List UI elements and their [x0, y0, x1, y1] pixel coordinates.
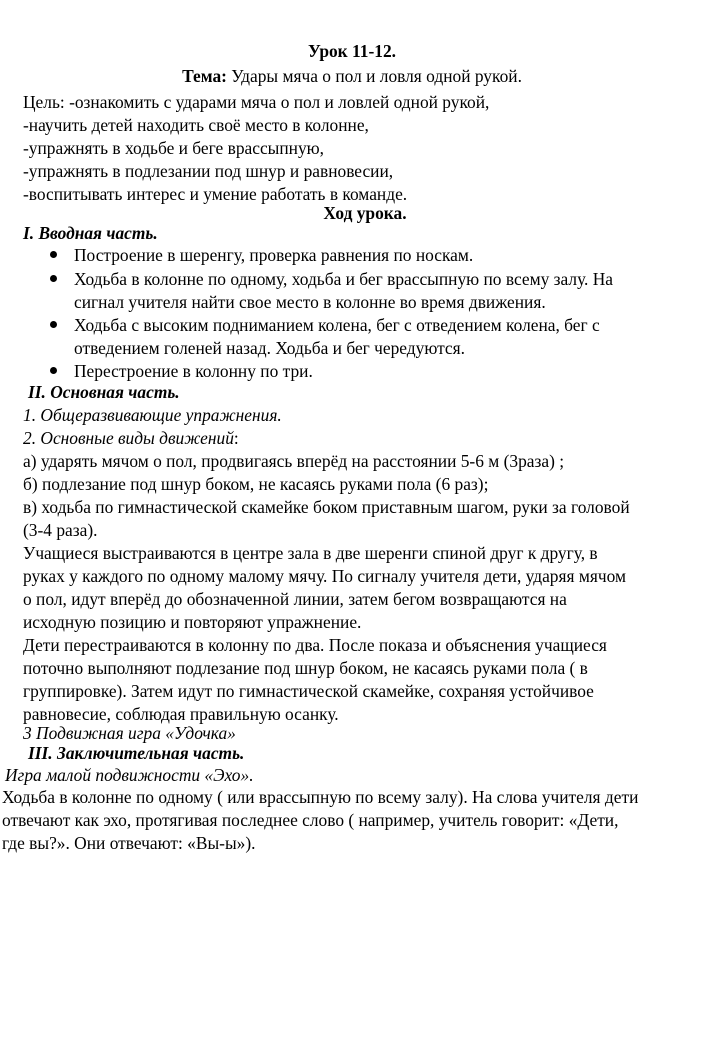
bullet-icon — [50, 275, 57, 282]
part3-game: Игра малой подвижности «Эхо». — [5, 765, 254, 785]
lesson-topic — [0, 65, 704, 87]
list-item: Ходьба с высоким подниманием колена, бег с отведением колена, бег с — [74, 315, 600, 335]
topic-label: Тема: — [182, 66, 227, 86]
paragraph-line: где вы?». Они отвечают: «Вы-ы»). — [2, 833, 256, 853]
part2-sub2-colon: : — [233, 428, 239, 448]
paragraph-line: отвечают как эхо, протягивая последнее слово ( например, учитель говорит: «Дети, — [2, 810, 619, 830]
goal-line: -воспитывать интерес и умение работать в команде. — [23, 184, 408, 204]
goal-line: -упражнять в подлезании под шнур и равновесии, — [23, 161, 394, 181]
part1-heading: I. Вводная часть. — [23, 223, 158, 243]
bullet-icon — [50, 367, 57, 374]
paragraph-line: Ходьба в колонне по одному ( или врассыпную по всему залу). На слова учителя дети — [2, 787, 639, 807]
part2-game: 3 Подвижная игра «Удочка» — [23, 723, 236, 743]
list-item-continuation: отведением голеней назад. Ходьба и бег чередуются. — [74, 338, 465, 358]
goal-line: Цель: -ознакомить с ударами мяча о пол и ловлей одной рукой, — [23, 92, 490, 112]
part2-sub2 — [23, 427, 239, 449]
part2-sub2-text: 2. Основные виды движений — [23, 428, 234, 448]
paragraph-line: равновесие, соблюдая правильную осанку. — [23, 704, 339, 724]
exercise-item: в) ходьба по гимнастической скамейке боком приставным шагом, руки за головой — [23, 497, 630, 517]
paragraph-line: группировке). Затем идут по гимнастической скамейке, сохраняя устойчивое — [23, 681, 594, 701]
exercise-item: б) подлезание под шнур боком, не касаясь руками пола (6 раз); — [23, 474, 489, 494]
list-item: Ходьба в колонне по одному, ходьба и бег врассыпную по всему залу. На — [74, 269, 614, 289]
paragraph-line: поточно выполняют подлезание под шнур боком, не касаясь руками пола ( в — [23, 658, 588, 678]
topic-text: Удары мяча о пол и ловля одной рукой. — [226, 66, 522, 86]
bullet-icon — [50, 251, 57, 258]
bullet-icon — [50, 321, 57, 328]
paragraph-line: Учащиеся выстраиваются в центре зала в две шеренги спиной друг к другу, в — [23, 543, 598, 563]
lesson-title: Урок 11-12. — [307, 41, 397, 61]
goal-line: -упражнять в ходьбе и беге врассыпную, — [23, 138, 325, 158]
paragraph-line: исходную позицию и повторяют упражнение. — [23, 612, 362, 632]
paragraph-line: Дети перестраиваются в колонну по два. После показа и объяснения учащиеся — [23, 635, 607, 655]
list-item-continuation: сигнал учителя найти свое место в колонне во время движения. — [74, 292, 546, 312]
part2-heading: II. Основная часть. — [28, 382, 180, 402]
part2-sub1: 1. Общеразвивающие упражнения. — [23, 405, 282, 425]
goal-line: -научить детей находить своё место в колонне, — [23, 115, 369, 135]
paragraph-line: руках у каждого по одному малому мячу. По сигналу учителя дети, ударяя мячом — [23, 566, 626, 586]
exercise-item-continuation: (3-4 раза). — [23, 520, 98, 540]
progress-heading: Ход урока. — [323, 203, 407, 223]
paragraph-line: о пол, идут вперёд до обозначенной линии, затем бегом возвращаются на — [23, 589, 567, 609]
part3-heading: III. Заключительная часть. — [28, 743, 245, 763]
exercise-item: а) ударять мячом о пол, продвигаясь вперёд на расстоянии 5-6 м (3раза) ; — [23, 451, 565, 471]
list-item: Перестроение в колонну по три. — [74, 361, 313, 381]
list-item: Построение в шеренгу, проверка равнения по носкам. — [74, 245, 474, 265]
